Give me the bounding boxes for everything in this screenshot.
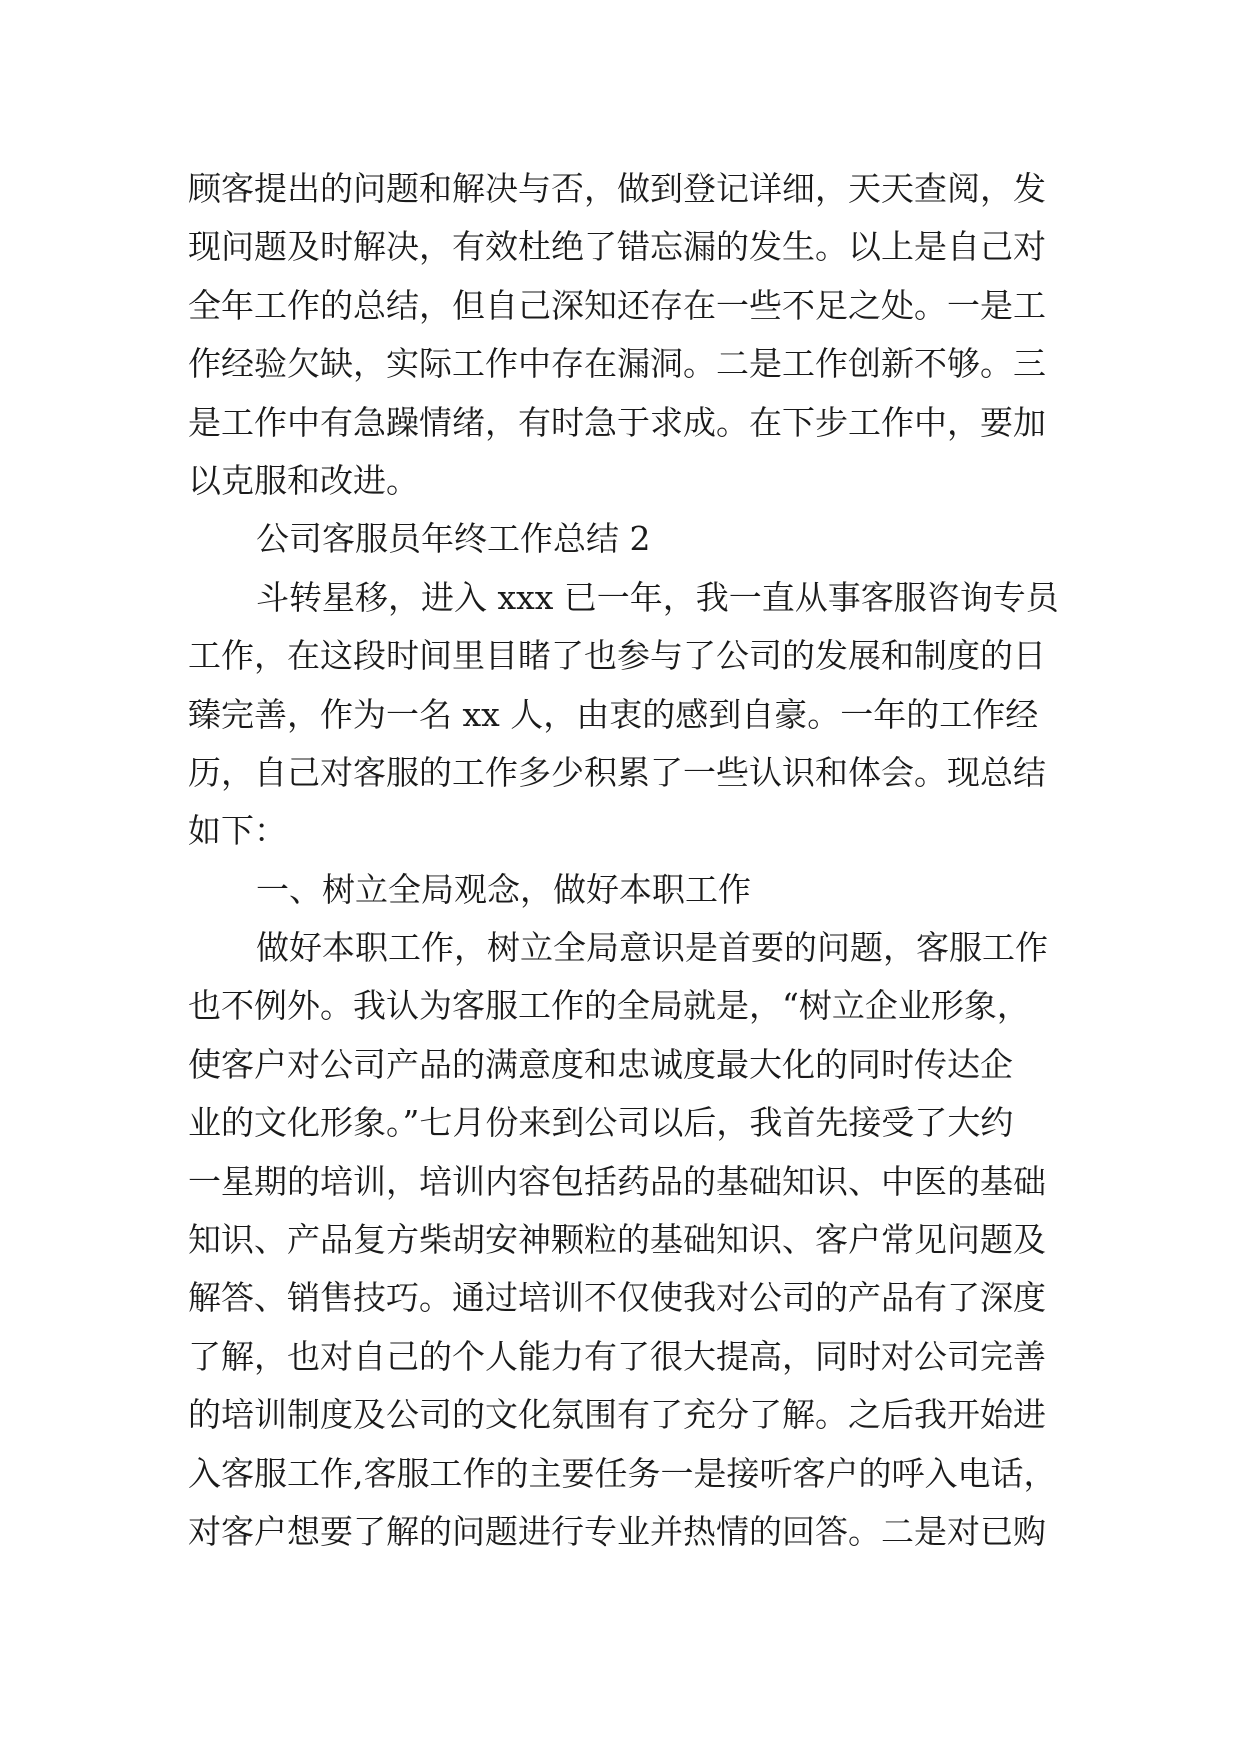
text-line: 了解，也对自己的个人能力有了很大提高，同时对公司完善 [188,1336,1046,1376]
text-line: 入客服工作,客服工作的主要任务一是接听客户的呼入电话， [188,1453,1057,1493]
text-line: 知识、产品复方柴胡安神颗粒的基础知识、客户常见问题及 [188,1220,1046,1260]
text-line: 使客户对公司产品的满意度和忠诚度最大化的同时传达企 [188,1044,1013,1084]
text-line: 顾客提出的问题和解决与否，做到登记详细，天天查阅，发 [188,169,1046,208]
text-line: 一星期的培训，培训内容包括药品的基础知识、中医的基础 [188,1161,1046,1201]
text-line: 臻完善，作为一名 xx 人，由衷的感到自豪。一年的工作经 [188,694,1039,734]
section-title: 公司客服员年终工作总结 2 [256,519,651,559]
text-line: 解答、销售技巧。通过培训不仅使我对公司的产品有了深度 [188,1278,1046,1318]
text-line: 历，自己对客服的工作多少积累了一些认识和体会。现总结 [188,752,1046,792]
text-line: 对客户想要了解的问题进行专业并热情的回答。二是对已购 [188,1511,1046,1551]
body-text [188,160,1068,1561]
text-line: 业的文化形象。”七月份来到公司以后，我首先接受了大约 [188,1103,1014,1143]
text-line: 以克服和改进。 [188,460,419,500]
section-heading: 一、树立全局观念，做好本职工作 [256,869,751,909]
text-line: 现问题及时解决，有效杜绝了错忘漏的发生。以上是自己对 [188,227,1046,267]
text-line: 也不例外。我认为客服工作的全局就是，“树立企业形象， [188,986,1030,1026]
paragraph-start: 斗转星移，进入 xxx 已一年，我一直从事客服咨询专员 [256,577,1059,617]
text-line: 工作，在这段时间里目睹了也参与了公司的发展和制度的日 [188,636,1046,676]
text-line: 是工作中有急躁情绪，有时急于求成。在下步工作中，要加 [188,402,1046,442]
text-line: 全年工作的总结，但自己深知还存在一些不足之处。一是工 [188,285,1046,325]
text-line: 如下： [188,811,287,851]
text-line: 的培训制度及公司的文化氛围有了充分了解。之后我开始进 [188,1395,1046,1435]
paragraph-start: 做好本职工作，树立全局意识是首要的问题，客服工作 [256,928,1048,968]
text-line: 作经验欠缺，实际工作中存在漏洞。二是工作创新不够。三 [188,344,1046,384]
